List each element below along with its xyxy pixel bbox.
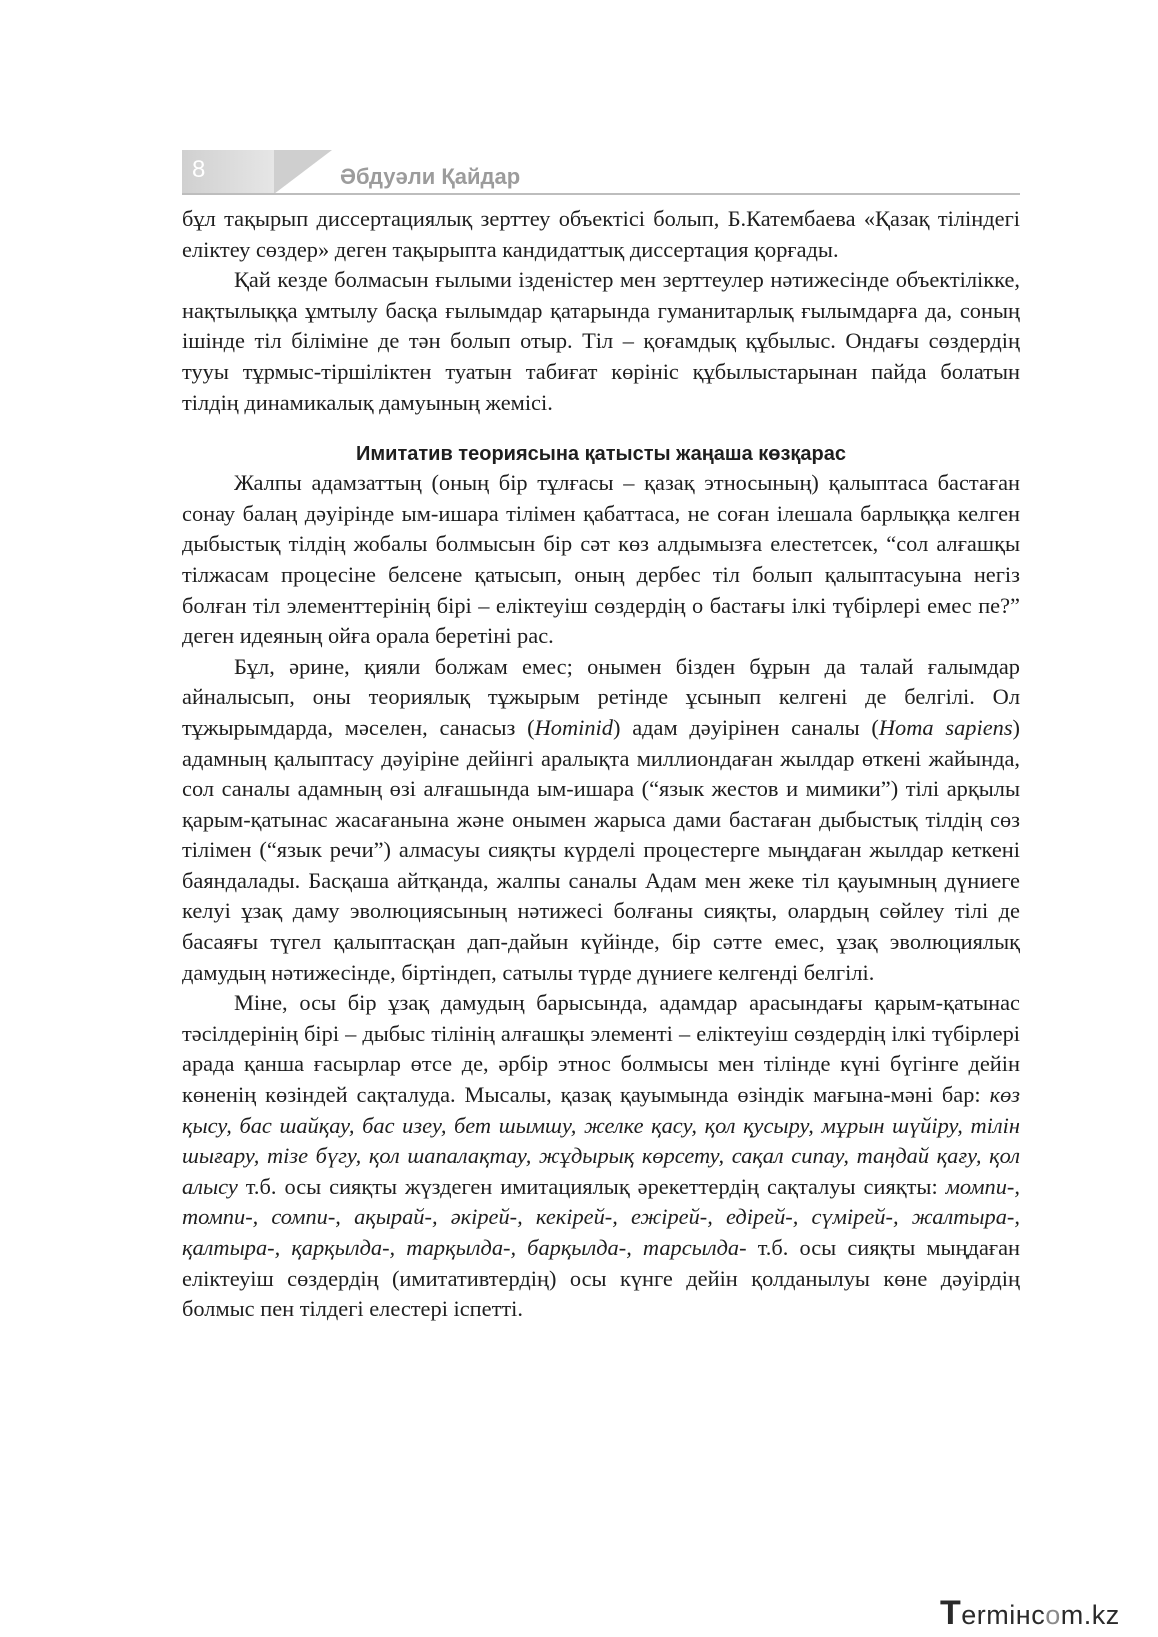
p4-italic-hominid: Hominid — [534, 714, 613, 740]
logo-letter-t: T — [940, 1594, 962, 1632]
paragraph-3: Жалпы адамзаттың (оның бір тұлғасы – қазақ этносының) қалыптаса бастаған сонау балаң дәуірінде ым-ишара тілімен қабаттаса, не соған ілешала барлыққа келген дыбыстық тілдің жобалы болмысын бір сәт көз алдымызға елестетсек, “сол алғашқы тілжасам процесіне белсене қатысып, оның дербес тіл болып қалыптасуына негіз болған тіл элементтерінің бірі – еліктеуіш сөздердің о бастағы ілкі түбірлері емес пе?” деген идеяның ойға орала беретіні рас. — [182, 470, 1020, 649]
p4-italic-homa-sapiens: Homa sapiens — [878, 714, 1013, 740]
logo-text-b: m.kz — [1060, 1600, 1120, 1630]
p5-text-b: т.б. осы сияқты жүздеген имитациялық әрекеттердің сақталуы сияқты: — [237, 1173, 946, 1199]
p4-text-c: ) адамның қалыптасу дәуіріне дейінгі аралықта миллиондаған жылдар өткені жайында, сол саналы адамның өзі алғашында ым-ишара (“язык жестов и мимики”) тілі арқылы қарым-қатынас жасағанына және онымен жарыса дами бастаған дыбыстық тілдің сөз тілімен (“язык речи”) алмасуы сияқты күрделі процестерге мыңдаған жылдар кеткені баяндалады. Басқаша айтқанда, жалпы саналы Адам мен жеке тіл қауымның дүниеге келуі ұзақ даму эволюциясының нәтижесі болғаны сияқты, олардың сөйлеу тілі де басаяғы түгел қалыптасқан дап-дайын күйінде, бір сәтте емес, ұзақ эволюциялық дамудың нәтижесінде, біртіндеп, сатылы түрде дүниеге келгенді белгілі. — [182, 714, 1021, 985]
author-name: Әбдуәли Қайдар — [340, 164, 521, 189]
paragraph-2: Қай кезде болмасын ғылыми ізденістер мен зерттеулер нәтижесінде объектілікке, нақтылыққа ұмтылу басқа ғылымдар қатарында гуманитарлық ғылымдарға да, соның ішінде тіл біліміне де тән болып отыр. Тіл – қоғамдық құбылыс. Ондағы сөздердің тууы тұрмыс-тіршіліктен туатын табиғат көрініс құбылыстарынан пайда болатын тілдің динамикалық дамуының жемісі. — [182, 267, 1020, 415]
p5-italic-imitatives: момпи-, томпи-, сомпи-, ақырай-, әкірей-, кекірей-, ежірей-, едірей-, сүмірей-, жалтыра-, қалтыра-, қарқылда-, тарқылда-, барқылда-, тарсылда- — [182, 1173, 1020, 1260]
logo-letter-o: o — [1045, 1600, 1061, 1630]
page-number: 8 — [192, 156, 206, 183]
p5-text-c: т.б. осы сияқты мыңдаған еліктеуіш сөздердің (имитативтердің) осы күнге дейін қолданылуы көне дәуірдің болмыс пен тілдегі елестері іспетті. — [182, 1235, 1020, 1322]
paragraph-4 — [182, 652, 1020, 989]
p5-text-a: Міне, осы бір ұзақ дамудың барысында, адамдар арасындағы қарым-қатынас тәсілдерінің бірі – дыбыс тілінің алғашқы элементі – еліктеуіш сөздердің ілкі түбірлері арада қанша ғасырлар өтсе де, әрбір этнос болмысы мен тілінде күні бүгінге дейін көненің көзіндей сақталуда. Мысалы, қазақ қауымында өзіндік мағына-мәні бар: — [182, 990, 1020, 1108]
paragraph-1: бұл тақырып диссертациялық зерттеу объектісі болып, Б.Катембаева «Қазақ тіліндегі еліктеу сөздер» деген тақырыпта кандидаттық диссертация қорғады. — [182, 206, 1020, 262]
header-ribbon — [274, 150, 332, 194]
paragraph-5 — [182, 988, 1020, 1325]
page-number-box — [182, 150, 274, 194]
p4-text-b: ) адам дәуірінен саналы ( — [612, 714, 879, 740]
termincom-logo — [940, 1594, 1120, 1633]
section-heading: Имитатив теориясына қатысты жаңаша көзқарас — [355, 443, 847, 466]
p5-italic-gestures: көз қысу, бас шайқау, бас изеу, бет шымшу, желке қасу, қол қусыру, мұрын шүйіру, тілін шығару, тізе бүгу, қол шапалақтау, жұдырық көрсету, сақал сипау, таңдай қағу, қол алысу — [182, 1082, 1020, 1199]
running-header — [182, 150, 1020, 196]
page-body — [182, 204, 1020, 1325]
header-rule — [182, 193, 1020, 195]
logo-text-a: ermінc — [961, 1600, 1046, 1630]
p4-text-a: Бұл, әрине, қияли болжам емес; онымен бізден бұрын да талай ғалымдар айналысып, оны теориялық тұжырым ретінде ұсынып келгені де белгілі. Ол тұжырымдарда, мәселен, санасыз ( — [182, 653, 1020, 740]
